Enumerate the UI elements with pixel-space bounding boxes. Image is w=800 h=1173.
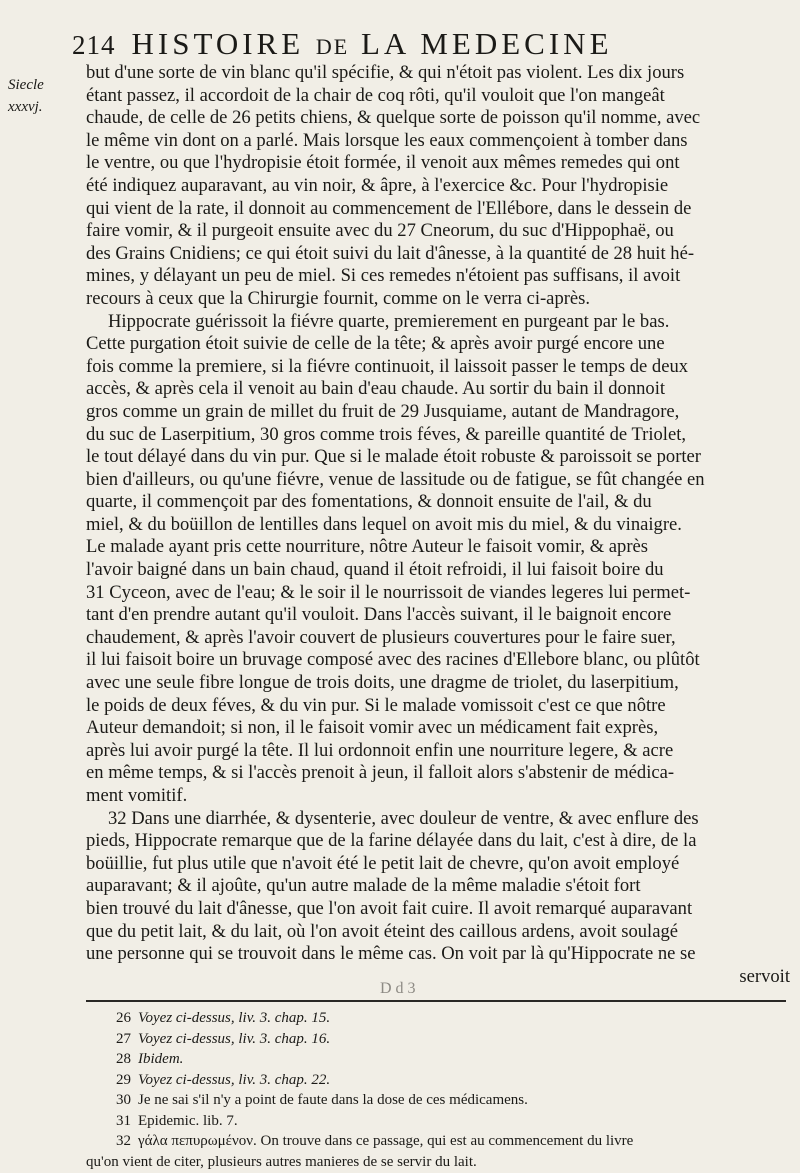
page-number: 214 <box>72 30 116 60</box>
signature-mark: D d 3 <box>380 980 416 997</box>
margin-note-line: Siecle <box>8 77 44 93</box>
body-line: l'avoir baigné dans un bain chaud, quand il étoit refroidi, il lui faisoit boire du <box>86 559 664 581</box>
body-line: 32 Dans une diarrhée, & dysenterie, avec douleur de ventre, & avec enflure des <box>108 807 699 829</box>
title-word-de: DE <box>315 34 350 59</box>
body-line: étant passez, il accordoit de la chair de coq rôti, qu'il vouloit que l'on mangeât <box>86 84 665 106</box>
footnote <box>116 1131 796 1152</box>
body-line: accès, & après cela il venoit au bain d'eau chaude. Au sortir du bain il donnoit <box>86 378 666 400</box>
footnote <box>116 1008 796 1029</box>
body-line: tant d'en prendre autant qu'il vouloit. Dans l'accès suivant, il le baignoit encore <box>86 604 672 626</box>
running-title <box>132 26 613 62</box>
body-line: boüillie, fut plus utile que n'avoit été le petit lait de chevre, qu'on avoit employé <box>86 852 680 874</box>
footnote-number: 28 <box>116 1051 131 1067</box>
body-line: chaude, de celle de 26 petits chiens, & quelque sorte de poisson qu'il nomme, avec <box>86 107 701 129</box>
body-line: le ventre, ou que l'hydropisie étoit formée, il venoit aux mêmes remedes qui ont <box>86 152 680 174</box>
body-line: bien d'ailleurs, ou qu'une fiévre, venue de lassitude ou de fatigue, se fût changée en <box>86 468 705 490</box>
footnote-text: Voyez ci-dessus, liv. 3. chap. 22. <box>138 1071 331 1088</box>
body-line: chaudement, & après l'avoir couvert de plusieurs couvertures pour le faire suer, <box>86 626 676 648</box>
footnote <box>116 1070 796 1091</box>
body-line: Auteur demandoit; si non, il le faisoit vomir avec un médicament fait exprès, <box>86 717 659 739</box>
title-word-la: LA <box>360 26 409 61</box>
body-line: il lui faisoit boire un bruvage composé avec des racines d'Ellebore blanc, ou plûtôt <box>86 649 700 671</box>
footnote <box>116 1049 796 1070</box>
body-text <box>86 62 790 988</box>
body-line: des Grains Cnidiens; ce qui étoit suivi du lait d'ânesse, à la quantité de 28 huit hé- <box>86 242 695 264</box>
body-line: le tout délayé dans du vin pur. Que si le malade étoit robuste & paroissoit se porter <box>86 446 702 468</box>
body-line: le même vin dont on a parlé. Mais lorsque les eaux commençoient à tomber dans <box>86 129 688 151</box>
footnote-text: Epidemic. lib. 7. <box>138 1112 238 1129</box>
footnote-continuation: qu'on vient de citer, plusieurs autres manieres de se servir du lait. <box>86 1153 477 1170</box>
margin-note-line: xxxvj. <box>8 99 43 115</box>
body-line: recours à ceux que la Chirurgie fournit, comme on le verra ci-après. <box>86 287 591 309</box>
footnote-text: Ibidem. <box>138 1051 184 1067</box>
body-line: le poids de deux féves, & du vin pur. Si le malade vomissoit c'est ce que nôtre <box>86 694 666 716</box>
footnote-number: 31 <box>116 1112 131 1129</box>
footnote <box>116 1090 796 1111</box>
title-word-medecine: MEDECINE <box>420 26 613 61</box>
body-line: été indiquez auparavant, au vin noir, & âpre, à l'exercice &c. Pour l'hydropisie <box>86 174 669 196</box>
footnote-number: 32 <box>116 1133 131 1149</box>
body-line: gros comme un grain de millet du fruit de 29 Jusquiame, autant de Mandragore, <box>86 400 680 422</box>
footnotes <box>86 1008 796 1172</box>
body-line: une personne qui se trouvoit dans le même cas. On voit par là qu'Hippocrate ne se <box>86 943 696 965</box>
body-line: fois comme la premiere, si la fiévre continuoit, il laissoit passer le temps de deux <box>86 355 689 377</box>
footnote-text: Je ne sai s'il n'y a point de faute dans la dose de ces médicamens. <box>138 1092 528 1108</box>
footnote-text: γάλα πεπυρωμένον. On trouve dans ce passage, qui est au commencement du livre <box>138 1133 634 1149</box>
body-line: 31 Cyceon, avec de l'eau; & le soir il le nourrissoit de viandes legeres lui permet- <box>86 581 691 603</box>
body-line: Hippocrate guérissoit la fiévre quarte, premierement en purgeant par le bas. <box>108 310 670 332</box>
body-line: du suc de Laserpitium, 30 gros comme trois féves, & pareille quantité de Triolet, <box>86 423 687 445</box>
body-line: en même temps, & si l'accès prenoit à jeun, il falloit alors s'abstenir de médica- <box>86 762 675 784</box>
body-line: pieds, Hippocrate remarque que de la farine délayée dans du lait, c'est à dire, de la <box>86 830 697 852</box>
body-line: qui vient de la rate, il donnoit au commencement de l'Ellébore, dans le dessein de <box>86 197 692 219</box>
body-line: miel, & du boüillon de lentilles dans lequel on avoit mis du miel, & du vinaigre. <box>86 513 682 535</box>
footnote-rule <box>86 1000 786 1002</box>
body-line: avec une seule fibre longue de trois doits, une dragme de triolet, du laserpitium, <box>86 672 679 694</box>
margin-note <box>8 74 78 118</box>
footnote-number: 26 <box>116 1010 131 1026</box>
body-line: mines, y délayant un peu de miel. Si ces remedes n'étoient pas suffisans, il avoit <box>86 265 681 287</box>
footnote-text: Voyez ci-dessus, liv. 3. chap. 16. <box>138 1030 331 1047</box>
body-line: servoit <box>739 965 790 987</box>
body-line: après lui avoir purgé la tête. Il lui ordonnoit enfin une nourriture legere, & acre <box>86 739 674 761</box>
footnote-number: 27 <box>116 1030 131 1047</box>
running-header <box>72 26 792 66</box>
footnote-text: Voyez ci-dessus, liv. 3. chap. 15. <box>138 1010 331 1026</box>
footnote-number: 30 <box>116 1092 131 1108</box>
footnote-number: 29 <box>116 1071 131 1088</box>
body-line: Le malade ayant pris cette nourriture, nôtre Auteur le faisoit vomir, & après <box>86 536 649 558</box>
body-line: auparavant; & il ajoûte, qu'un autre malade de la même maladie s'étoit fort <box>86 875 641 897</box>
body-line: faire vomir, & il purgeoit ensuite avec du 27 Cneorum, du suc d'Hippophaë, ou <box>86 220 674 242</box>
body-line: Cette purgation étoit suivie de celle de la tête; & après avoir purgé encore une <box>86 333 665 355</box>
body-line: but d'une sorte de vin blanc qu'il spécifie, & qui n'étoit pas violent. Les dix jours <box>86 62 685 83</box>
footnote <box>116 1029 796 1050</box>
body-line: ment vomitif. <box>86 785 188 806</box>
footnote <box>116 1111 796 1132</box>
body-line: que du petit lait, & du lait, où l'on avoit éteint des caillous ardens, avoit soulagé <box>86 920 679 942</box>
body-line: quarte, il commençoit par des fomentations, & donnoit ensuite de l'ail, & du <box>86 491 652 513</box>
body-line: bien trouvé du lait d'ânesse, que l'on avoit fait cuire. Il avoit remarqué auparavant <box>86 897 693 919</box>
title-word-histoire: HISTOIRE <box>131 26 305 61</box>
